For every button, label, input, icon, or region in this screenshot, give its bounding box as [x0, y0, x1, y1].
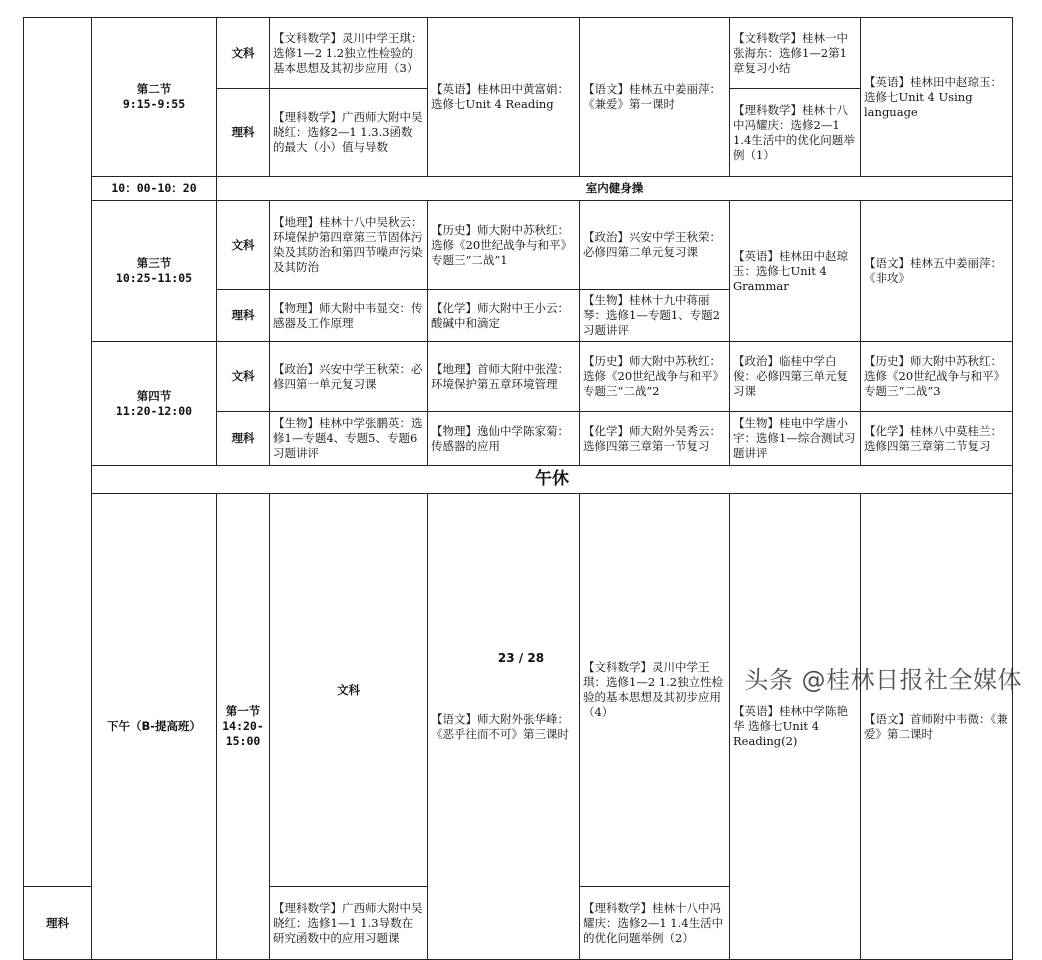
- period-cell-afternoon: 下午（B-提高班）: [92, 494, 217, 960]
- lesson-cell: 【历史】师大附中苏秋红：选修《20世纪战争与和平》专题三“二战”2: [580, 342, 730, 412]
- lesson-cell: 【语文】桂林五中姜丽萍：《兼爱》第一课时: [580, 18, 730, 177]
- track-label-wenke: 文科: [217, 201, 270, 290]
- lesson-cell: 【政治】临桂中学白俊：必修四第三单元复习课: [730, 342, 861, 412]
- lesson-cell: 【生物】桂电中学唐小宇：选修1—综合测试习题讲评: [730, 412, 861, 466]
- lunch-row: [24, 466, 1013, 494]
- lesson-cell: 【理科数学】广西师大附中吴晓红：选修1—1 1.3导数在研究函数中的应用习题课: [270, 887, 428, 960]
- slot-name: 第一节: [225, 704, 261, 718]
- break-row: [24, 177, 1013, 201]
- track-label-like: 理科: [217, 290, 270, 342]
- lesson-cell: 【英语】桂林田中赵琼玉：选修七Unit 4 Grammar: [730, 201, 861, 342]
- lesson-cell: 【化学】师大附外吴秀云：选修四第三章第一节复习: [580, 412, 730, 466]
- lesson-cell: 【文科数学】灵川中学王琪：选修1—2 1.2独立性检验的基本思想及其初步应用（4）: [580, 494, 730, 887]
- slot-time: 14:20-15:00: [222, 719, 264, 748]
- lesson-cell: 【化学】师大附中王小云：酸碱中和滴定: [428, 290, 580, 342]
- lesson-cell: 【英语】桂林中学陈艳华 选修七Unit 4 Reading(2): [730, 494, 861, 960]
- lesson-cell: 【英语】桂林田中黄富娟：选修七Unit 4 Reading: [428, 18, 580, 177]
- lesson-cell: 【历史】师大附中苏秋红：选修《20世纪战争与和平》专题三“二战”3: [861, 342, 1013, 412]
- lesson-cell: 【化学】桂林八中莫桂兰：选修四第三章第二节复习: [861, 412, 1013, 466]
- watermark-text: 头条 @桂林日报社全媒体: [744, 666, 1022, 694]
- slot-name: 第三节: [136, 256, 172, 270]
- lesson-cell: 【物理】逸仙中学陈家菊：传感器的应用: [428, 412, 580, 466]
- track-label-wenke: 文科: [217, 342, 270, 412]
- slot-time: 11:20-12:00: [115, 403, 193, 418]
- lesson-cell: 【地理】桂林十八中吴秋云：环境保护第四章第三节固体污染及其防治和第四节噪声污染及其防治: [270, 201, 428, 290]
- lesson-cell: 【理科数学】桂林十八中冯耀庆：选修2—1 1.4生活中的优化问题举例（2）: [580, 887, 730, 960]
- lesson-cell: 【生物】桂林中学张鹏英：选修1—专题4、专题5、专题6习题讲评: [270, 412, 428, 466]
- track-label-wenke: 文科: [270, 494, 428, 887]
- track-label-like: 理科: [24, 887, 92, 960]
- slot-time: 9:15-9:55: [122, 97, 186, 111]
- s2-row-wenke: [24, 18, 1013, 89]
- slot-cell-4: [92, 342, 217, 466]
- lesson-cell: 【理科数学】广西师大附中吴晓红：选修2—1 1.3.3函数的最大（小）值与导数: [270, 89, 428, 177]
- lesson-cell: 【生物】桂林十九中蒋丽琴：选修1—专题1、专题2习题讲评: [580, 290, 730, 342]
- lesson-cell: 【地理】首师大附中张滢：环境保护第五章环境管理: [428, 342, 580, 412]
- track-label-like: 理科: [217, 89, 270, 177]
- period-cell-morning: [24, 18, 92, 887]
- lesson-cell: 【历史】师大附中苏秋红：选修《20世纪战争与和平》专题三“二战”1: [428, 201, 580, 290]
- s3-row-wenke: [24, 201, 1013, 290]
- lesson-cell: 【英语】桂林田中赵琼玉：选修七Unit 4 Using language: [861, 18, 1013, 177]
- page-number: 23 / 28: [497, 651, 545, 665]
- track-label-wenke: 文科: [217, 18, 270, 89]
- track-label-like: 理科: [217, 412, 270, 466]
- lesson-cell: 【政治】兴安中学王秋荣：必修四第一单元复习课: [270, 342, 428, 412]
- slot-cell-pm1: [217, 494, 270, 960]
- lesson-cell: 【文科数学】灵川中学王琪：选修1—2 1.2独立性检验的基本思想及其初步应用（3）: [270, 18, 428, 89]
- slot-name: 第二节: [136, 82, 172, 96]
- lesson-cell: 【语文】师大附外张华峰：《恶乎往而不可》第三课时: [428, 494, 580, 960]
- schedule-table: [23, 17, 1013, 960]
- lesson-cell: 【物理】师大附中韦显交：传感器及工作原理: [270, 290, 428, 342]
- slot-time: 10:25-11:05: [115, 271, 193, 285]
- lesson-cell: 【文科数学】桂林一中张海东：选修1—2第1章复习小结: [730, 18, 861, 89]
- break-label: 室内健身操: [217, 177, 1013, 201]
- lesson-cell: 【语文】桂林五中姜丽萍：《非攻》: [861, 201, 1013, 342]
- s4-row-wenke: [24, 342, 1013, 412]
- lunch-label: 午休: [92, 466, 1013, 494]
- lesson-cell: 【语文】首师附中韦微：《兼爱》第二课时: [861, 494, 1013, 960]
- slot-cell-2: [92, 18, 217, 177]
- slot-cell-3: [92, 201, 217, 342]
- lesson-cell: 【理科数学】桂林十八中冯耀庆：选修2—1 1.4生活中的优化问题举例（1）: [730, 89, 861, 177]
- slot-name: 第四节: [136, 388, 172, 403]
- lesson-cell: 【政治】兴安中学王秋荣：必修四第二单元复习课: [580, 201, 730, 290]
- break-time: 10：00-10：20: [92, 177, 217, 201]
